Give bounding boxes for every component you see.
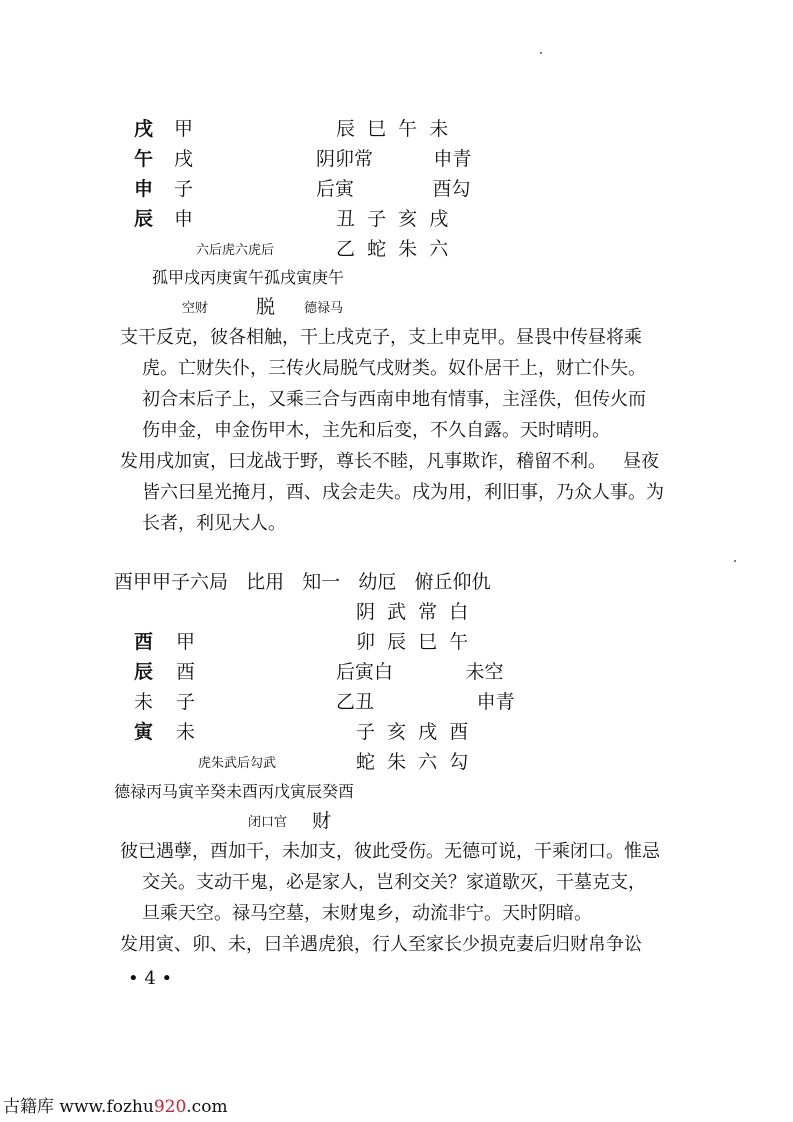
chart-1-label-right: 德禄马	[304, 301, 344, 316]
chart-2-row-3-a: 未	[134, 691, 154, 713]
paragraph-line: 长者，利见大人。	[142, 513, 286, 534]
chart-2-row-1-b: 甲	[176, 631, 196, 653]
chart-2-row-2-b: 酉	[176, 661, 196, 683]
paragraph-line: 发用戌加寅，曰龙战于野，尊长不睦，凡事欺诈，稽留不利。 昼夜	[120, 451, 660, 472]
chart-2-small-line: 虎朱武后勾武	[198, 756, 277, 771]
chart-2-row-4-a: 寅	[134, 721, 154, 743]
chart-1-row-2-b: 戌	[174, 148, 194, 170]
chart-1-row-1-b: 甲	[174, 118, 194, 140]
paragraph-line: 彼已遇孽，酉加干，未加支，彼此受伤。无德可说，干乘闭口。惟忌	[120, 841, 660, 862]
section-2-heading: 酉甲甲子六局 比用 知一 幼厄 俯丘仰仇	[114, 571, 491, 593]
paragraph-line: 伤申金，申金伤甲木，主先和后变，不久自露。天时晴明。	[142, 420, 610, 441]
paragraph-line: 旦乘天空。禄马空墓，末财鬼乡，动流非宁。天时阴暗。	[142, 903, 592, 924]
chart-2-row-2-a: 辰	[134, 661, 154, 683]
chart-1-row-4-b: 申	[174, 208, 194, 230]
footer-number: 920	[153, 1097, 187, 1117]
chart-1-stem-line: 孤甲戌丙庚寅午孤戌寅庚午	[152, 268, 345, 287]
chart-1-row-2-a: 午	[134, 148, 154, 170]
chart-2-row-2-c: 后寅白 未空	[336, 661, 504, 683]
chart-1-row-2-c: 阴卯常 申青	[316, 148, 472, 170]
chart-1-row-1-c: 辰 巳 午 未	[336, 118, 449, 140]
chart-2-label-left: 闭口官	[248, 815, 288, 830]
chart-2-bottom-sky: 蛇 朱 六 勾	[356, 751, 469, 773]
chart-2-row-4-b: 未	[176, 721, 196, 743]
chart-1-row-3-b: 子	[174, 178, 194, 200]
paragraph-line: 发用寅、卯、未，曰羊遇虎狼，行人至家长少损克妻后归财帛争讼	[120, 934, 642, 955]
chart-1-bottom-sky: 乙 蛇 朱 六	[336, 238, 449, 260]
section-1-paragraph-1	[120, 322, 680, 446]
paragraph-line: 皆六曰星光掩月，酉、戌会走失。戌为用，利旧事，乃众人事。为	[142, 482, 664, 503]
chart-1-label-mid: 脱	[256, 296, 276, 318]
chart-1-small-line: 六后虎六虎后	[196, 243, 275, 258]
scan-speck	[734, 560, 736, 562]
chart-2-stem-line: 德禄丙马寅辛癸未酉丙戊寅辰癸酉	[114, 782, 355, 801]
chart-2-row-1-a: 酉	[134, 631, 154, 653]
scan-speck	[540, 52, 542, 54]
chart-1-row-1-a: 戌	[134, 118, 154, 140]
chart-2-row-1-c: 卯 辰 巳 午	[356, 631, 469, 653]
chart-2-label-mid: 财	[312, 810, 332, 832]
section-1-paragraph-2	[120, 446, 680, 539]
section-2-paragraph-1	[120, 836, 680, 929]
paragraph-line: 交关。支动干鬼，必是家人，岂利交关？家道歇灭，干墓克支，	[142, 872, 646, 893]
section-2-paragraph-2	[120, 929, 680, 960]
chart-1-row-3-a: 申	[134, 178, 154, 200]
chart-1-row-3-c: 后寅 酉勾	[316, 178, 471, 200]
chart-2-row-3-c: 乙丑 申青	[336, 691, 515, 713]
chart-2-row-3-b: 子	[176, 691, 196, 713]
paragraph-line: 虎。亡财失仆，三传火局脱气戌财类。奴仆居干上，财亡仆失。	[142, 358, 646, 379]
chart-2-top-row: 阴 武 常 白	[356, 601, 469, 623]
chart-1-label-left: 空财	[182, 301, 209, 316]
footer-watermark	[3, 1092, 228, 1117]
footer-suffix: .com	[186, 1097, 228, 1117]
chart-2-row-4-c: 子 亥 戌 酉	[356, 721, 469, 743]
page-number: • 4 •	[128, 968, 173, 989]
chart-1-row-4-c: 丑 子 亥 戌	[336, 208, 449, 230]
chart-1-row-4-a: 辰	[134, 208, 154, 230]
paragraph-line: 初合末后子上，又乘三合与西南申地有情事，主淫佚，但传火而	[142, 389, 646, 410]
footer-prefix: 古籍库 www.fozhu	[3, 1097, 154, 1117]
paragraph-line: 支干反克，彼各相触，干上戌克子，支上申克甲。昼畏中传昼将乘	[120, 327, 642, 348]
